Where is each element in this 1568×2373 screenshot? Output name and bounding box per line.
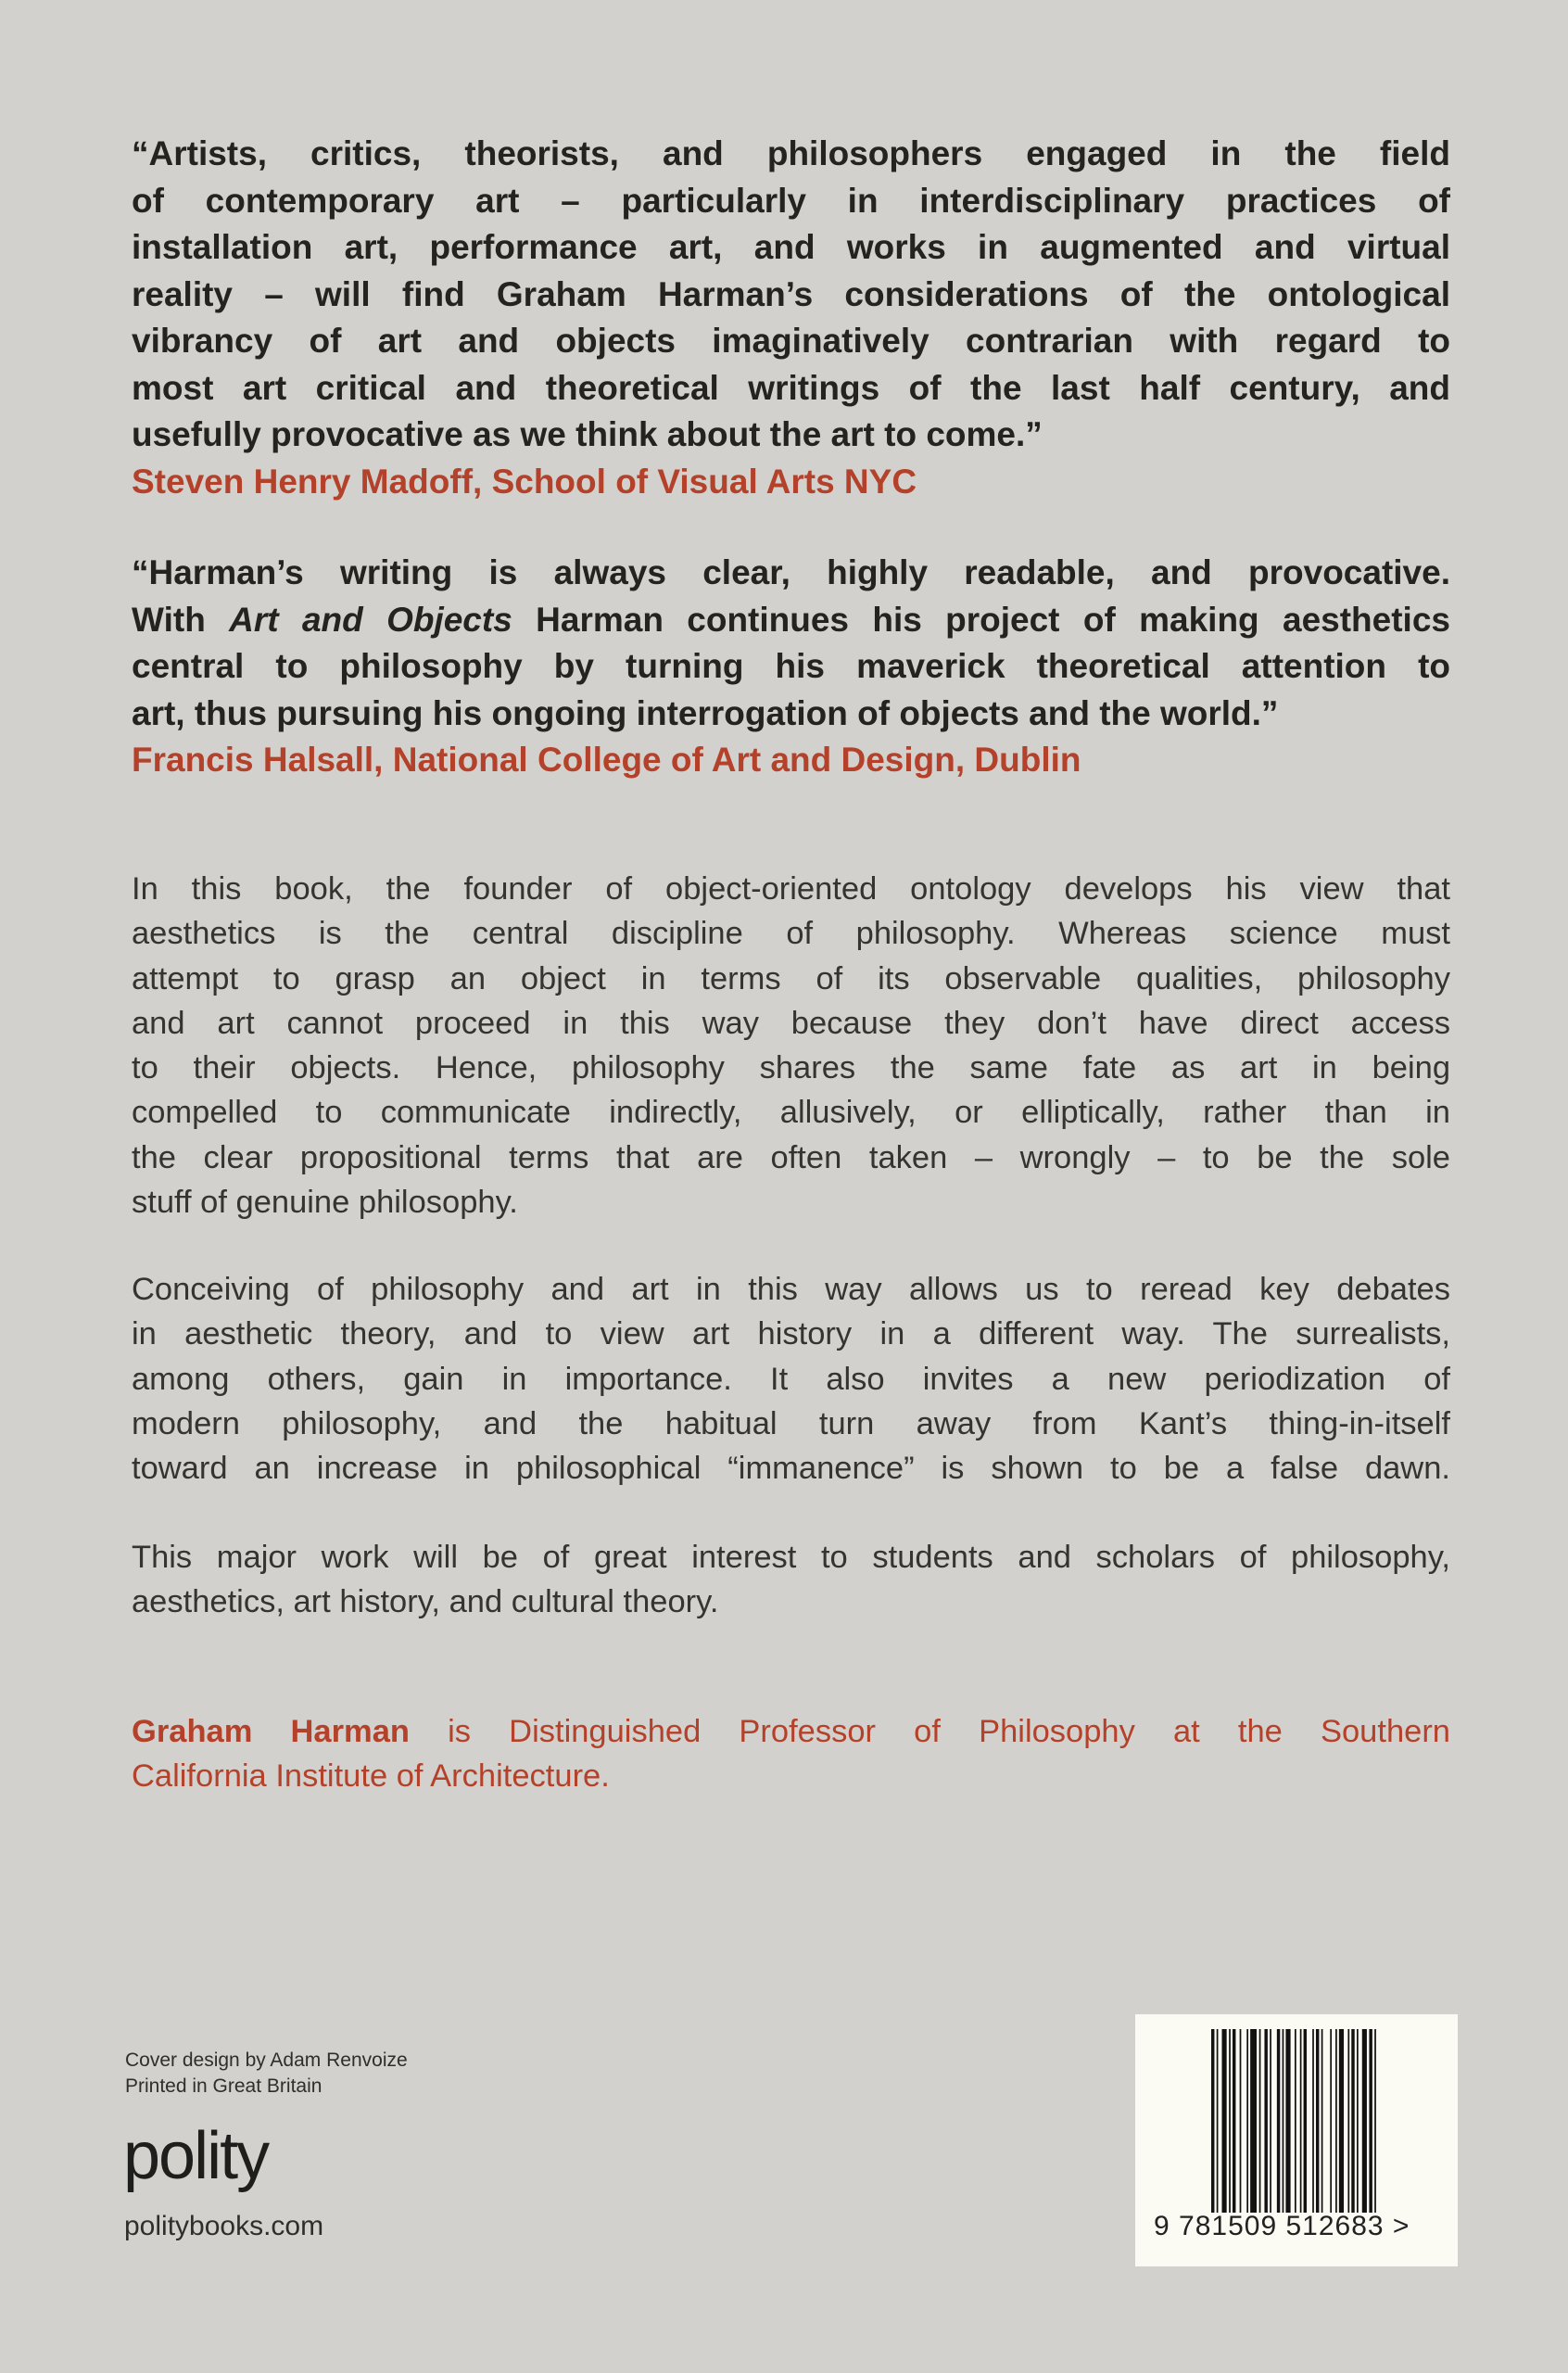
polity-logo: polity (123, 2119, 269, 2193)
barcode-bar (1259, 2029, 1261, 2213)
quote-author: Francis Halsall, National College of Art and Design, Dublin (132, 741, 1081, 779)
barcode-bar (1335, 2029, 1337, 2213)
body-line: In this book, the founder of object-oriented ontology develops his view that (132, 871, 1450, 907)
quote-line: installation art, performance art, and works in augmented and virtual (132, 228, 1450, 266)
isbn-barcode (1135, 2014, 1458, 2266)
barcode-bar (1347, 2029, 1349, 2213)
body-line: and art cannot proceed in this way because they don’t have direct access (132, 1005, 1450, 1041)
barcode-bar (1321, 2029, 1323, 2213)
quote-line: “Harman’s writing is always clear, highly readable, and provocative. (132, 553, 1450, 591)
quote-text: Harman continues his project of making aesthetics (512, 600, 1450, 639)
publisher-url: politybooks.com (124, 2211, 324, 2241)
quote-author: Steven Henry Madoff, School of Visual Arts NYC (132, 462, 917, 501)
barcode-bar (1270, 2029, 1271, 2213)
barcode-bar (1250, 2029, 1257, 2213)
cover-design-credit: Cover design by Adam Renvoize (125, 2049, 408, 2071)
body-line: the clear propositional terms that are often taken – wrongly – to be the sole (132, 1139, 1450, 1175)
quote-line: reality – will find Graham Harman’s considerations of the ontological (132, 274, 1450, 313)
quote-madoff (132, 131, 1450, 505)
description-paragraph-2 (132, 1267, 1450, 1491)
body-line: toward an increase in philosophical “immanence” is shown to be a false dawn. (132, 1451, 1450, 1487)
body-line: in aesthetic theory, and to view art history in a different way. The surrealists, (132, 1316, 1450, 1352)
body-line: This major work will be of great interest to students and scholars of philosophy, (132, 1540, 1450, 1575)
barcode-bar (1283, 2029, 1284, 2213)
quote-text: With (132, 600, 230, 639)
barcode-bar (1339, 2029, 1344, 2213)
quote-halsall (132, 550, 1450, 784)
body-line: Conceiving of philosophy and art in this way allows us to reread key debates (132, 1272, 1450, 1307)
quote-line (132, 597, 1450, 644)
body-line: aesthetics is the central discipline of philosophy. Whereas science must (132, 916, 1450, 952)
barcode-bar (1369, 2029, 1372, 2213)
body-line: to their objects. Hence, philosophy shares the same fate as art in being (132, 1050, 1450, 1086)
body-line: among others, gain in importance. It also invites a new periodization of (132, 1361, 1450, 1397)
barcode-bars (1211, 2029, 1378, 2213)
barcode-bar (1304, 2029, 1307, 2213)
printed-in-credit: Printed in Great Britain (125, 2075, 322, 2097)
quote-line: of contemporary art – particularly in interdisciplinary practices of (132, 181, 1450, 220)
quote-line: usefully provocative as we think about the art to come.” (132, 415, 1043, 453)
quote-line: most art critical and theoretical writings of the last half century, and (132, 368, 1450, 407)
quote-line: “Artists, critics, theorists, and philosophers engaged in the field (132, 134, 1450, 172)
barcode-bar (1229, 2029, 1231, 2213)
barcode-bar (1277, 2029, 1280, 2213)
barcode-bar (1211, 2029, 1214, 2213)
body-line: modern philosophy, and the habitual turn away from Kant’s thing-in-itself (132, 1405, 1450, 1441)
quote-line: vibrancy of art and objects imaginatively contrarian with regard to (132, 322, 1450, 360)
barcode-bar (1357, 2029, 1359, 2213)
book-title: Art and Objects (229, 600, 512, 639)
quote-line: art, thus pursuing his ongoing interrogation of objects and the world.” (132, 693, 1279, 732)
barcode-bar (1285, 2029, 1290, 2213)
body-line: attempt to grasp an object in terms of its observable qualities, philosophy (132, 960, 1450, 996)
barcode-bar (1330, 2029, 1332, 2213)
barcode-bar (1295, 2029, 1296, 2213)
barcode-bar (1246, 2029, 1248, 2213)
quote-line: central to philosophy by turning his maverick theoretical attention to (132, 647, 1450, 685)
barcode-bar (1374, 2029, 1376, 2213)
barcode-bar (1316, 2029, 1319, 2213)
barcode-bar (1362, 2029, 1367, 2213)
author-bio (132, 1709, 1450, 1799)
isbn-digits: 9 781509 512683 > (1154, 2211, 1410, 2241)
barcode-bar (1221, 2029, 1226, 2213)
description-paragraph-3 (132, 1535, 1450, 1625)
barcode-bar (1240, 2029, 1242, 2213)
body-line: aesthetics, art history, and cultural theory. (132, 1584, 719, 1620)
bio-text: is Distinguished Professor of Philosophy at the Southern (409, 1714, 1450, 1749)
barcode-bar (1264, 2029, 1267, 2213)
body-line: compelled to communicate indirectly, allusively, or elliptically, rather than in (132, 1095, 1450, 1131)
barcode-bar (1217, 2029, 1219, 2213)
barcode-bar (1233, 2029, 1235, 2213)
description-paragraph-1 (132, 867, 1450, 1225)
bio-line (132, 1709, 1450, 1754)
barcode-bar (1300, 2029, 1302, 2213)
author-name: Graham Harman (132, 1714, 410, 1749)
bio-line: California Institute of Architecture. (132, 1758, 610, 1795)
barcode-bar (1312, 2029, 1314, 2213)
barcode-bar (1351, 2029, 1354, 2213)
body-line: stuff of genuine philosophy. (132, 1185, 518, 1221)
